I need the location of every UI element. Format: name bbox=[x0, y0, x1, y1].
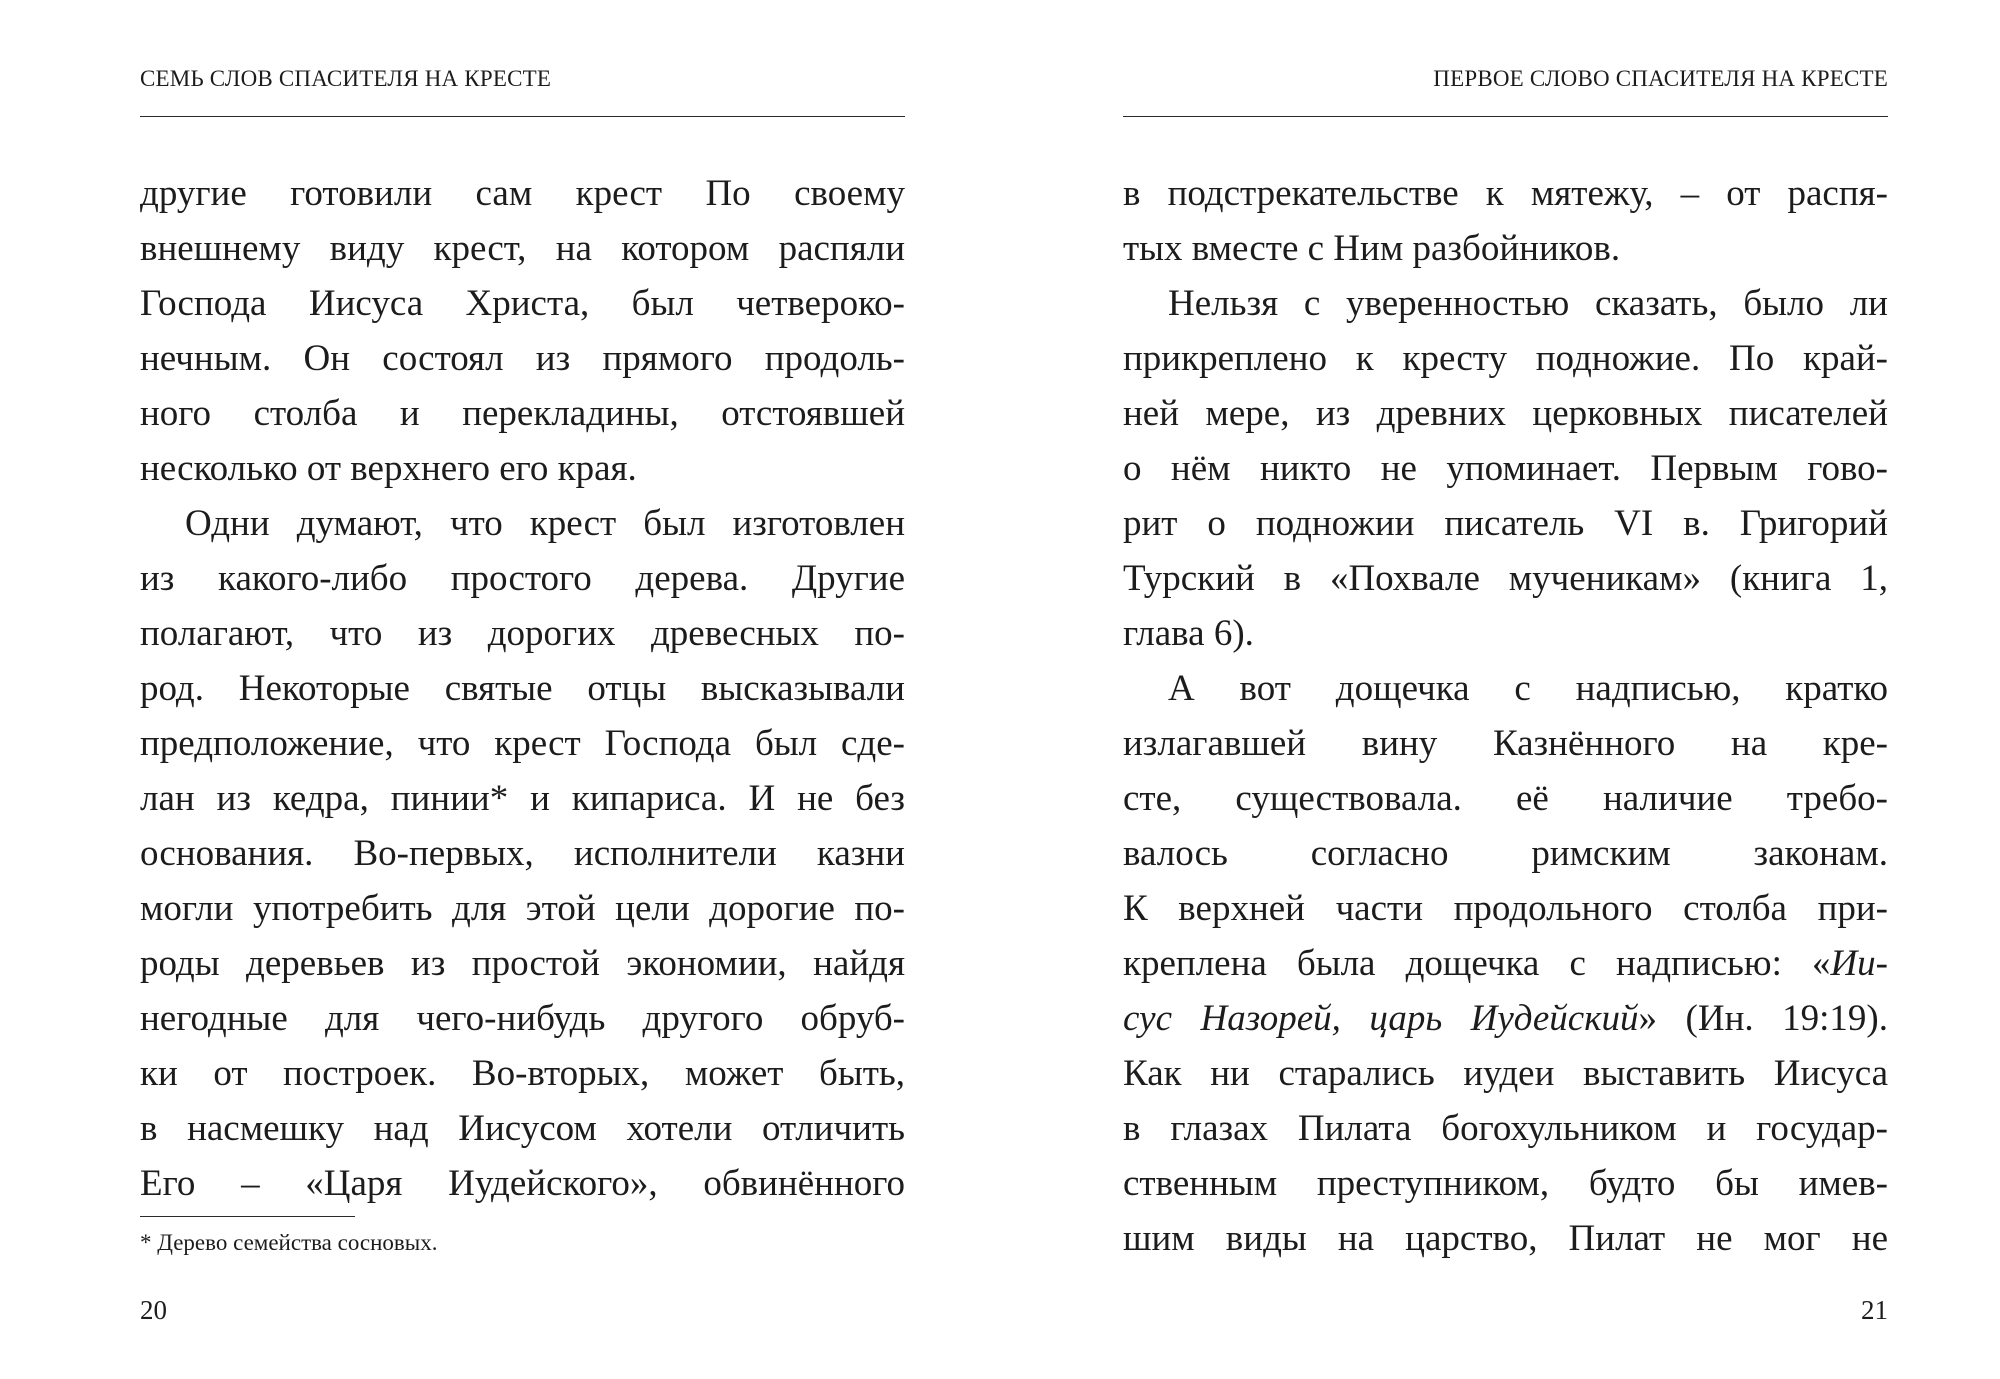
footnote: * Дерево семейства сосновых. bbox=[140, 1230, 438, 1255]
paragraph bbox=[1123, 166, 1888, 276]
text-line: ней мере, из древних церковных писателей bbox=[1123, 393, 1888, 434]
text-line: другие готовили сам крест По своему bbox=[140, 173, 905, 214]
text-line: из какого-либо простого дерева. Другие bbox=[140, 558, 905, 599]
text-line: тых вместе с Ним разбойников. bbox=[1123, 228, 1621, 269]
text-line: внешнему виду крест, на котором распяли bbox=[140, 228, 905, 269]
text-line: прикреплено к кресту подножие. По край- bbox=[1123, 338, 1888, 379]
text-line: несколько от верхнего его края. bbox=[140, 448, 637, 489]
paragraph bbox=[1123, 276, 1888, 661]
text-line: в подстрекательстве к мятежу, – от распя- bbox=[1123, 173, 1888, 214]
text-line: основания. Во-первых, исполнители казни bbox=[140, 833, 905, 874]
paragraph bbox=[140, 166, 905, 496]
page-number: 21 bbox=[1861, 1295, 1888, 1325]
text-line: рит о подножии писатель VI в. Григорий bbox=[1123, 503, 1888, 544]
italic-quote: сус Назорей, царь Иудейский bbox=[1123, 998, 1639, 1039]
running-head: СЕМЬ СЛОВ СПАСИТЕЛЯ НА КРЕСТЕ bbox=[140, 66, 552, 91]
text-line: Господа Иисуса Христа, был четвероко- bbox=[140, 283, 905, 324]
text-line: ного столба и перекладины, отстоявшей bbox=[140, 393, 905, 434]
text-line: Турский в «Похвале мученикам» (книга 1, bbox=[1123, 558, 1888, 599]
text-run: креплена была дощечка с надписью: « bbox=[1123, 943, 1831, 984]
text-line: глава 6). bbox=[1123, 613, 1254, 654]
text-line: Нельзя с уверенностью сказать, было ли bbox=[1168, 283, 1888, 324]
body-text bbox=[140, 166, 905, 1211]
text-line: роды деревьев из простой экономии, найдя bbox=[140, 943, 905, 984]
header-rule bbox=[1123, 116, 1888, 117]
text-line: сте, существовала. её наличие требо- bbox=[1123, 778, 1888, 819]
text-line: валось согласно римским законам. bbox=[1123, 833, 1888, 874]
text-run: » (Ин. 19:19). bbox=[1638, 998, 1888, 1039]
text-line: шим виды на царство, Пилат не мог не bbox=[1123, 1218, 1888, 1259]
text-line: негодные для чего-нибудь другого обруб- bbox=[140, 998, 905, 1039]
text-line: лан из кедра, пинии* и кипариса. И не без bbox=[140, 778, 905, 819]
text-line bbox=[1123, 991, 1888, 1046]
page-number: 20 bbox=[140, 1295, 167, 1325]
text-line: Как ни старались иудеи выставить Иисуса bbox=[1123, 1053, 1888, 1094]
text-line: род. Некоторые святые отцы высказывали bbox=[140, 668, 905, 709]
footnote-rule bbox=[140, 1216, 355, 1217]
text-line: излагавшей вину Казнённого на кре- bbox=[1123, 723, 1888, 764]
text-line bbox=[1123, 936, 1888, 991]
text-line: Одни думают, что крест был изготовлен bbox=[185, 503, 905, 544]
text-line: в глазах Пилата богохульником и государ- bbox=[1123, 1108, 1888, 1149]
body-text bbox=[1123, 166, 1888, 1266]
paragraph bbox=[140, 496, 905, 1211]
text-line: в насмешку над Иисусом хотели отличить bbox=[140, 1108, 905, 1149]
running-head: ПЕРВОЕ СЛОВО СПАСИТЕЛЯ НА КРЕСТЕ bbox=[1433, 66, 1888, 91]
text-line: ки от построек. Во-вторых, может быть, bbox=[140, 1053, 905, 1094]
text-line: ственным преступником, будто бы имев- bbox=[1123, 1163, 1888, 1204]
italic-quote: Ии- bbox=[1830, 943, 1888, 984]
text-line: о нём никто не упоминает. Первым гово- bbox=[1123, 448, 1888, 489]
text-line: нечным. Он состоял из прямого продоль- bbox=[140, 338, 905, 379]
text-line: Его – «Царя Иудейского», обвинённого bbox=[140, 1163, 905, 1204]
header-rule bbox=[140, 116, 905, 117]
text-line: предположение, что крест Господа был сде- bbox=[140, 723, 905, 764]
paragraph bbox=[1123, 661, 1888, 1266]
text-line: могли употребить для этой цели дорогие по- bbox=[140, 888, 905, 929]
text-line: полагают, что из дорогих древесных по- bbox=[140, 613, 905, 654]
text-line: К верхней части продольного столба при- bbox=[1123, 888, 1888, 929]
left-page bbox=[140, 0, 905, 1379]
text-line: А вот дощечка с надписью, кратко bbox=[1168, 668, 1888, 709]
right-page bbox=[1123, 0, 1888, 1379]
